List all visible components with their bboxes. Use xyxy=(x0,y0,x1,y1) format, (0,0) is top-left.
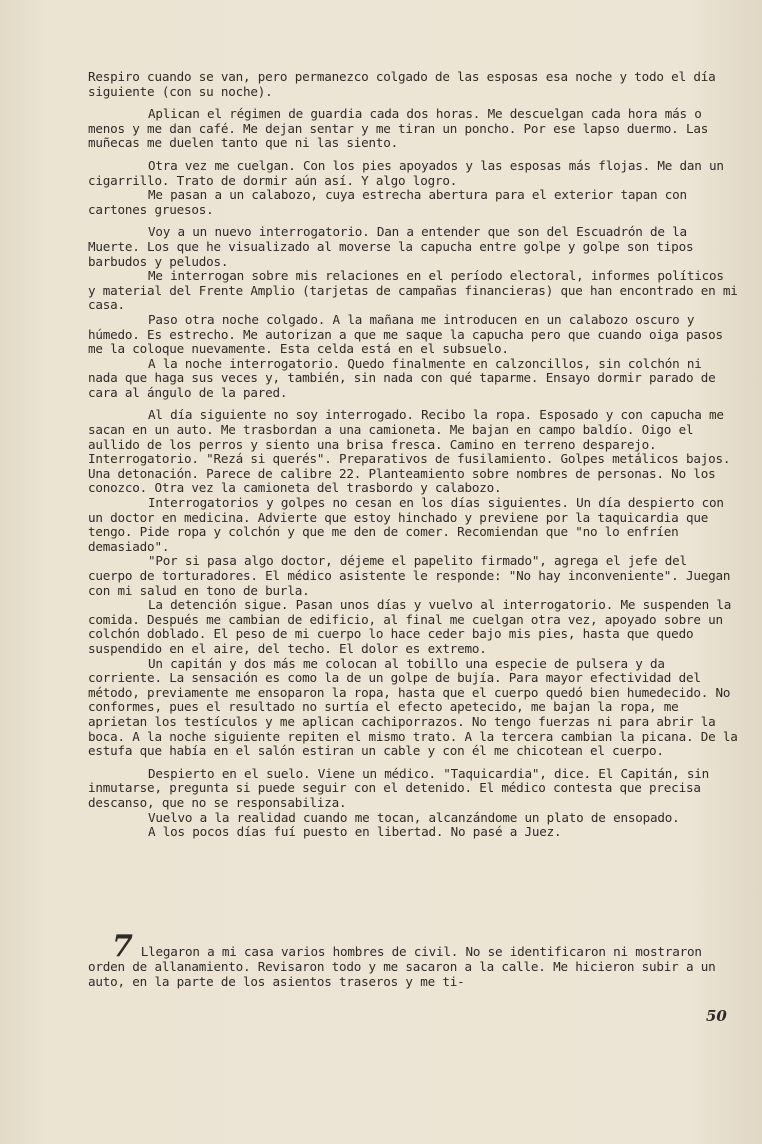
section-number: 7 xyxy=(112,929,133,964)
paragraph: A los pocos días fuí puesto en libertad. No pasé a Juez. xyxy=(148,824,562,840)
section-7 xyxy=(88,929,738,990)
paragraph: Un capitán y dos más me colocan al tobillo una especie de pulsera y da corriente. La sensación es como la de un golpe de bujía. Para mayor efectividad del método, previamente me ensoparon la ropa, hasta que el cuerpo quedó bien humedecido. No conformes, pues el resultado no surtía el efecto apetecido, me bajan la ropa, me aprietan los testículos y me aplican cachiporrazos. No tengo fuerzas ni para abrir la boca. A la noche siguiente repiten el mismo trato. A la tercera cambian la picana. De la estufa que había en el salón estiran un cable y con él me chicotean el cuerpo. xyxy=(88,655,738,759)
paragraph: Al día siguiente no soy interrogado. Recibo la ropa. Esposado y con capucha me sacan en un auto. Me trasbordan a una camioneta. Me bajan en campo baldío. Oigo el aullido de los perros y siento una brisa fresca. Camino en terreno desparejo. Interrogatorio. "Rezá si querés". Preparativos de fusilamiento. Golpes metálicos bajos. Una detonación. Parece de calibre 22. Planteamiento sobre nombres de personas. No los conozco. Otra vez la camioneta del trasbordo y calabozo. xyxy=(88,407,731,496)
paragraph: A la noche interrogatorio. Quedo finalmente en calzoncillos, sin colchón ni nada que haga sus veces y, también, sin nada con qué taparme. Ensayo dormir parado de cara al ángulo de la pared. xyxy=(88,355,716,400)
paragraph: Me pasan a un calabozo, cuya estrecha abertura para el exterior tapan con cartones gruesos. xyxy=(88,187,687,217)
paragraph: Voy a un nuevo interrogatorio. Dan a entender que son del Escuadrón de la Muerte. Los que he visualizado al moverse la capucha entre golpe y golpe son tipos barbudos y peludos. xyxy=(88,224,694,269)
paragraph: Aplican el régimen de guardia cada dos horas. Me descuelgan cada hora más o menos y me dan café. Me dejan sentar y me tiran un poncho. Por ese lapso duermo. Las muñecas me duelen tanto que ni las siento. xyxy=(88,106,709,151)
body-text xyxy=(88,70,738,840)
page-number: 50 xyxy=(706,1007,727,1025)
paragraph: "Por si pasa algo doctor, déjeme el papelito firmado", agrega el jefe del cuerpo de torturadores. El médico asistente le responde: "No hay inconveniente". Juegan con mi salud en tono de burla. xyxy=(88,553,731,598)
paragraph: Vuelvo a la realidad cuando me tocan, alcanzándome un plato de ensopado. xyxy=(148,809,680,825)
paragraph: Despierto en el suelo. Viene un médico. "Taquicardia", dice. El Capitán, sin inmutarse, pregunta si puede seguir con el detenido. El médico contesta que precisa descanso, que no se responsabiliza. xyxy=(88,765,710,810)
paragraph: La detención sigue. Pasan unos días y vuelvo al interrogatorio. Me suspenden la comida. Después me cambian de edificio, al final me cuelgan otra vez, apoyado sobre un colchón doblado. El peso de mi cuerpo lo hace ceder bajo mis pies, hasta que quedo suspendido en el aire, del techo. El dolor es extremo. xyxy=(88,597,732,656)
paragraph: Me interrogan sobre mis relaciones en el período electoral, informes políticos y material del Frente Amplio (tarjetas de campañas financieras) que han encontrado en mi casa. xyxy=(88,268,738,313)
paragraph: Otra vez me cuelgan. Con los pies apoyados y las esposas más flojas. Me dan un cigarrillo. Trato de dormir aún así. Y algo logro. xyxy=(88,157,724,188)
paragraph: Paso otra noche colgado. A la mañana me introducen en un calabozo oscuro y húmedo. Es estrecho. Me autorizan a que me saque la capucha pero que cuando oiga pasos me la coloque nuevamente. Esta celda está en el subsuelo. xyxy=(88,311,723,357)
section-text: Llegaron a mi casa varios hombres de civil. No se identificaron ni mostraron orden de allanamiento. Revisaron todo y me sacaron a la calle. Me hicieron subir a un auto, en la parte de los asientos traseros y me ti- xyxy=(88,944,716,990)
paragraph: Respiro cuando se van, pero permanezco colgado de las esposas esa noche y todo el día siguiente (con su noche). xyxy=(88,69,716,99)
paragraph: Interrogatorios y golpes no cesan en los días siguientes. Un día despierto con un doctor en medicina. Advierte que estoy hinchado y previene por la taquicardia que tengo. Pide ropa y colchón y que me den de comer. Recomiendan que "no lo enfríen demasiado". xyxy=(88,495,724,554)
